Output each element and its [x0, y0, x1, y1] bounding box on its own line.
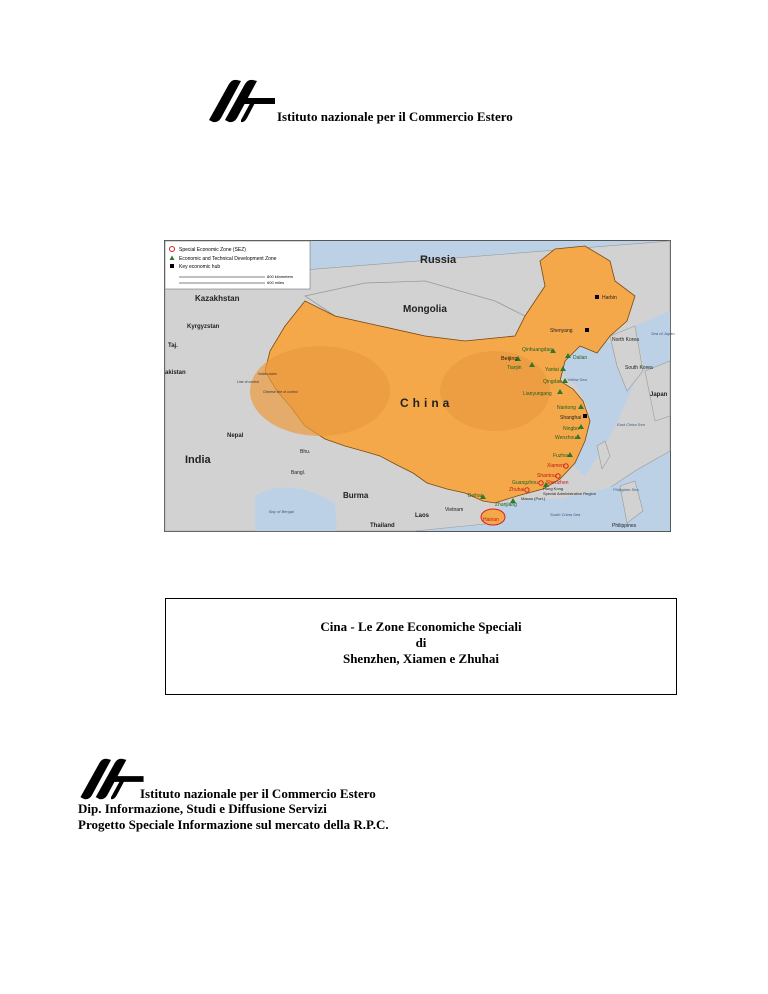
city-nantong: Nantong: [557, 405, 576, 411]
label-philippines: Philippines: [612, 523, 637, 529]
label-kazakhstan: Kazakhstan: [195, 294, 240, 303]
label-tajikistan: Taj.: [168, 343, 178, 349]
footer: [78, 757, 558, 837]
note-chinese-line: Chinese line of control: [263, 390, 298, 394]
city-qingdao: Qingdao: [543, 379, 562, 385]
label-south-korea: South Korea: [625, 365, 653, 371]
label-japan: Japan: [650, 392, 668, 398]
label-philippine-sea: Philippine Sea: [613, 487, 639, 492]
title-line-1: Cina - Le Zone Economiche Speciali: [320, 619, 522, 634]
city-hainan: Hainan: [483, 517, 499, 523]
city-ningbo: Ningbo: [563, 426, 579, 432]
note-line-of-control: Line of control: [237, 380, 259, 384]
header-organization: Istituto nazionale per il Commercio Estero: [277, 109, 513, 124]
footer-department: Dip. Informazione, Studi e Diffusione Servizi: [78, 801, 327, 816]
footer-organization: Istituto nazionale per il Commercio Estero: [140, 786, 376, 801]
ice-logo-icon: [78, 757, 146, 801]
city-zhanjiang: Zhanjiang: [495, 502, 517, 508]
label-bhutan: Bhu.: [300, 449, 311, 455]
china-map: [164, 240, 675, 532]
city-tianjin: Tianjin: [507, 365, 522, 371]
label-bangladesh: Bangl.: [291, 470, 306, 476]
label-north-korea: North Korea: [612, 337, 639, 343]
label-pakistan: akistan: [165, 370, 186, 376]
city-beijing: Beijing: [501, 356, 518, 362]
city-zhuhai: Zhuhai: [509, 487, 525, 493]
legend-km: 800 kilometers: [267, 274, 294, 279]
legend-mi: 600 miles: [267, 280, 285, 285]
city-shantou: Shantou: [537, 473, 556, 479]
legend-sez: Special Economic Zone (SEZ): [179, 247, 246, 253]
label-laos: Laos: [415, 513, 430, 519]
ice-logo-icon: [207, 78, 277, 124]
city-beihai: Beihai: [468, 493, 482, 499]
city-dalian: Dalian: [573, 355, 588, 361]
label-sea-of-japan: Sea of Japan: [651, 331, 675, 336]
header: [207, 78, 627, 128]
title-line-3: Shenzhen, Xiamen e Zhuhai: [342, 651, 500, 666]
city-harbin: Harbin: [602, 295, 617, 301]
city-qinhuangdao: Qinhuangdao: [522, 347, 553, 353]
label-bay-of-bengal: Bay of Bengal: [269, 509, 294, 514]
label-burma: Burma: [343, 491, 369, 500]
legend-hub: Key economic hub: [179, 264, 221, 270]
city-wenzhou: Wenzhou: [555, 435, 577, 441]
city-fuzhou: Fuzhou: [553, 453, 570, 459]
legend-etdz: Economic and Technical Development Zone: [179, 256, 277, 262]
city-guangzhou: Guangzhou: [512, 480, 538, 486]
label-russia: Russia: [420, 254, 457, 266]
label-kyrgyzstan: Kyrgyzstan: [187, 324, 220, 330]
label-thailand: Thailand: [370, 523, 395, 529]
label-india: India: [185, 454, 211, 466]
city-shenyang: Shenyang: [550, 328, 573, 334]
note-indian-claim: Indian claim: [258, 372, 277, 376]
city-lianyungang: Lianyungang: [523, 391, 552, 397]
footer-project: Progetto Speciale Informazione sul mercato della R.P.C.: [78, 817, 389, 832]
label-mongolia: Mongolia: [403, 304, 447, 315]
city-shenzhen: Shenzhen: [546, 480, 569, 486]
city-xiamen: Xiamen: [547, 463, 564, 469]
city-hong-kong: Hong Kong: [543, 486, 564, 491]
city-macau: Macau (Port.): [521, 496, 546, 501]
label-china: China: [400, 396, 454, 410]
city-shanghai: Shanghai: [560, 415, 582, 421]
label-yellow-sea: Yellow Sea: [567, 377, 587, 382]
label-nepal: Nepal: [227, 433, 244, 439]
label-south-china-sea: South China Sea: [550, 512, 581, 517]
city-yantai: Yantai: [545, 367, 559, 373]
label-east-china-sea: East China Sea: [617, 422, 645, 427]
city-sar: Special Administrative Region: [543, 491, 596, 496]
title-line-2: di: [415, 635, 427, 650]
document-title-box: [165, 598, 677, 695]
label-vietnam: Vietnam: [445, 507, 464, 513]
